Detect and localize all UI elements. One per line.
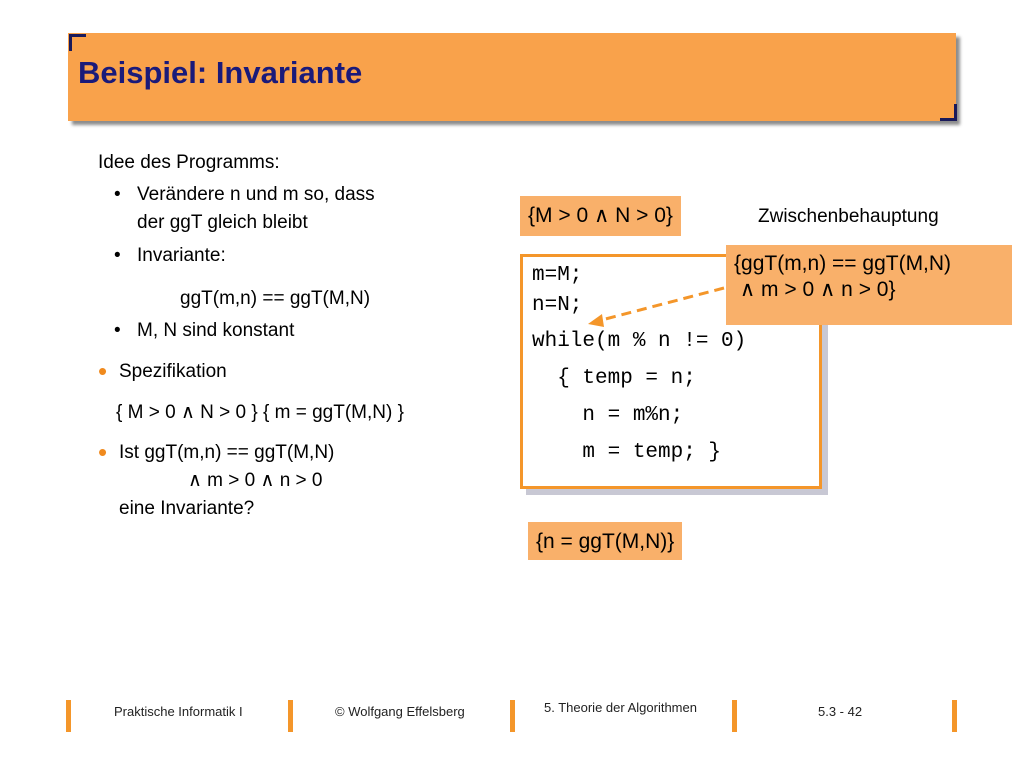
code-line: { temp = n; xyxy=(532,367,696,390)
main-bullet-marker: • xyxy=(98,356,108,386)
question-line-2: ∧ m > 0 ∧ n > 0 xyxy=(188,470,323,491)
bullet-2-label: Invariante: xyxy=(137,245,226,266)
invariant-box-line-2: ∧ m > 0 ∧ n > 0} xyxy=(734,278,896,301)
spec-label: Spezifikation xyxy=(119,361,227,382)
code-line: while(m % n != 0) xyxy=(532,330,747,353)
bullet-1-line-2: der ggT gleich bleibt xyxy=(137,212,308,233)
arrow-icon xyxy=(580,284,730,334)
question-line-1: Ist ggT(m,n) == ggT(M,N) xyxy=(119,442,335,463)
spec-formula: { M > 0 ∧ N > 0 } { m = ggT(M,N) } xyxy=(116,402,404,423)
bullet-marker: • xyxy=(114,184,121,205)
footer-chapter: 5. Theorie der Algorithmen xyxy=(544,700,697,715)
slide-title: Beispiel: Invariante xyxy=(78,55,363,90)
title-corner-top-left xyxy=(69,34,86,51)
invariant-formula: ggT(m,n) == ggT(M,N) xyxy=(180,288,371,309)
code-line: m=M; xyxy=(532,264,583,287)
code-line: m = temp; } xyxy=(532,441,722,464)
footer-divider xyxy=(510,700,515,732)
footer-divider xyxy=(952,700,957,732)
footer-divider xyxy=(732,700,737,732)
question-line-3: eine Invariante? xyxy=(119,498,255,519)
code-line: n = m%n; xyxy=(532,404,684,427)
bullet-marker: • xyxy=(114,245,121,266)
invariant-box-line-1: {ggT(m,n) == ggT(M,N) xyxy=(734,252,952,275)
precondition-box: {M > 0 ∧ N > 0} xyxy=(520,196,681,236)
bullet-marker: • xyxy=(114,320,121,341)
postcondition-box: {n = ggT(M,N)} xyxy=(528,522,682,560)
footer-divider xyxy=(66,700,71,732)
footer-divider xyxy=(288,700,293,732)
footer-page: 5.3 - 42 xyxy=(818,704,863,719)
footer-course: Praktische Informatik I xyxy=(114,704,243,719)
bullet-1-line-1: Verändere n und m so, dass xyxy=(137,184,375,205)
footer-author: © Wolfgang Effelsberg xyxy=(335,704,465,719)
invariant-box xyxy=(726,245,1012,325)
zwischenbehauptung-label: Zwischenbehauptung xyxy=(758,206,939,227)
main-bullet-marker: • xyxy=(98,437,108,467)
bullet-3-text: M, N sind konstant xyxy=(137,320,295,341)
intro-text: Idee des Programms: xyxy=(98,152,280,173)
title-corner-bottom-right xyxy=(940,104,957,121)
code-line: n=N; xyxy=(532,294,583,317)
